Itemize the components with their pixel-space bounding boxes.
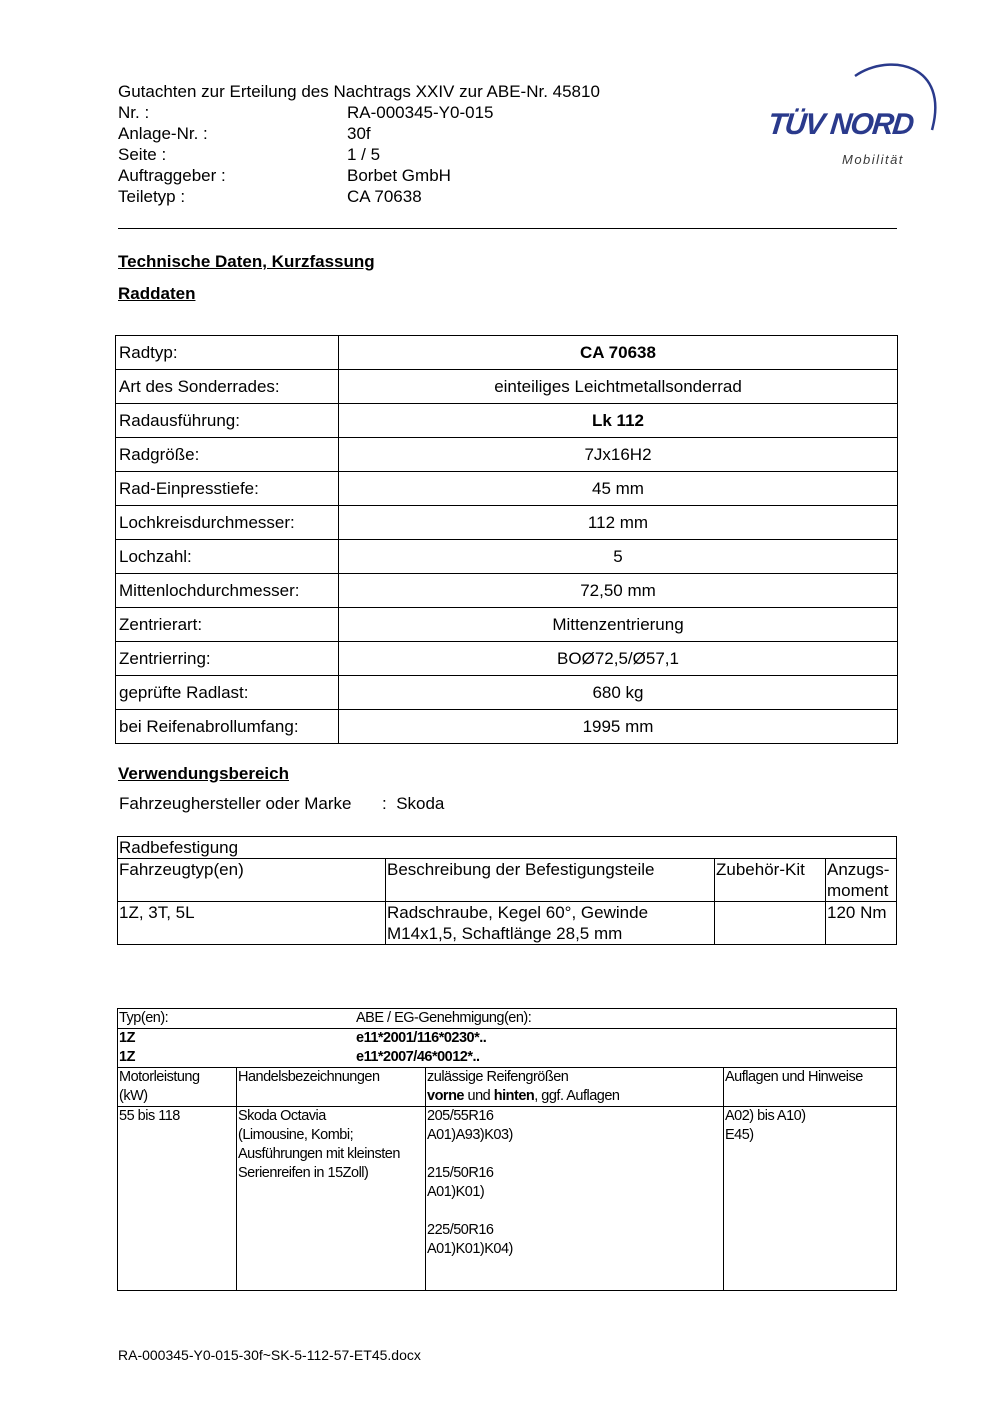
header-divider bbox=[118, 228, 897, 229]
raddaten-label: Mittenlochdurchmesser: bbox=[116, 574, 339, 608]
header-fahrzeugtyp: Fahrzeugtyp(en) bbox=[118, 859, 386, 902]
raddaten-row bbox=[116, 472, 898, 506]
footer-filename: RA-000345-Y0-015-30f~SK-5-112-57-ET45.docx bbox=[118, 1347, 421, 1363]
raddaten-value: 45 mm bbox=[339, 472, 898, 506]
header-row-nr: Nr. : RA-000345-Y0-015 bbox=[118, 103, 494, 122]
raddaten-row bbox=[116, 676, 898, 710]
cell-auflagen: A02) bis A10) E45) bbox=[724, 1107, 897, 1291]
typ-label: Typ(en): bbox=[119, 1010, 169, 1026]
raddaten-value: einteiliges Leichtmetallsonderrad bbox=[339, 370, 898, 404]
table-row bbox=[118, 859, 897, 902]
radbefestigung-table bbox=[117, 836, 897, 945]
raddaten-label: bei Reifenabrollumfang: bbox=[116, 710, 339, 744]
raddaten-row bbox=[116, 370, 898, 404]
table-row bbox=[118, 1029, 897, 1068]
header-auflagen: Auflagen und Hinweise bbox=[724, 1068, 897, 1107]
raddaten-table bbox=[115, 335, 898, 744]
radbefestigung-title: Radbefestigung bbox=[118, 837, 897, 859]
raddaten-value: CA 70638 bbox=[339, 336, 898, 370]
raddaten-row bbox=[116, 642, 898, 676]
raddaten-value: Mittenzentrierung bbox=[339, 608, 898, 642]
raddaten-label: Zentrierring: bbox=[116, 642, 339, 676]
cell-fahrzeugtyp: 1Z, 3T, 5L bbox=[118, 902, 386, 945]
header-row-anlage: Anlage-Nr. : 30f bbox=[118, 124, 371, 143]
raddaten-row bbox=[116, 404, 898, 438]
cell-zubehoer-kit bbox=[715, 902, 826, 945]
raddaten-value: 72,50 mm bbox=[339, 574, 898, 608]
raddaten-label: Rad-Einpresstiefe: bbox=[116, 472, 339, 506]
cell-beschreibung: Radschraube, Kegel 60°, Gewinde M14x1,5, Schaftlänge 28,5 mm bbox=[386, 902, 715, 945]
abe-table bbox=[117, 1008, 897, 1291]
tyre-size: 205/55R16 bbox=[427, 1108, 494, 1124]
raddaten-row bbox=[116, 540, 898, 574]
raddaten-label: Radausführung: bbox=[116, 404, 339, 438]
header-beschreibung: Beschreibung der Befestigungsteile bbox=[386, 859, 715, 902]
raddaten-value: 680 kg bbox=[339, 676, 898, 710]
raddaten-label: Lochkreisdurchmesser: bbox=[116, 506, 339, 540]
cell-anzugsmoment: 120 Nm bbox=[826, 902, 897, 945]
raddaten-row bbox=[116, 506, 898, 540]
header-zubehoer-kit: Zubehör-Kit bbox=[715, 859, 826, 902]
raddaten-value: 5 bbox=[339, 540, 898, 574]
document-header bbox=[118, 81, 600, 207]
fahrzeughersteller-line: Fahrzeughersteller oder Marke : Skoda bbox=[119, 794, 445, 813]
logo-wordmark: TÜV NORD bbox=[766, 108, 915, 141]
raddaten-row bbox=[116, 710, 898, 744]
table-row bbox=[118, 1068, 897, 1107]
fahrzeughersteller-value: Skoda bbox=[396, 794, 445, 813]
section-verwendungsbereich: Verwendungsbereich bbox=[118, 764, 289, 783]
document-title: Gutachten zur Erteilung des Nachtrags XXIV zur ABE-Nr. 45810 bbox=[118, 82, 600, 101]
header-handelsbezeichnungen: Handelsbezeichnungen bbox=[237, 1068, 426, 1107]
raddaten-row bbox=[116, 336, 898, 370]
table-row bbox=[118, 902, 897, 945]
header-motorleistung: Motorleistung (kW) bbox=[118, 1068, 237, 1107]
header-row-seite: Seite : 1 / 5 bbox=[118, 145, 381, 164]
raddaten-label: Art des Sonderrades: bbox=[116, 370, 339, 404]
raddaten-value: BOØ72,5/Ø57,1 bbox=[339, 642, 898, 676]
raddaten-label: Zentrierart: bbox=[116, 608, 339, 642]
header-reifengroessen: zulässige Reifengrößen vorne und hinten, ggf. Auflagen bbox=[426, 1068, 724, 1107]
raddaten-label: geprüfte Radlast: bbox=[116, 676, 339, 710]
tyre-size: 225/50R16 bbox=[427, 1222, 494, 1238]
raddaten-value: 112 mm bbox=[339, 506, 898, 540]
raddaten-row bbox=[116, 438, 898, 472]
tuv-nord-logo bbox=[760, 58, 940, 170]
raddaten-value: Lk 112 bbox=[339, 404, 898, 438]
section-raddaten: Raddaten bbox=[118, 284, 196, 303]
table-row bbox=[118, 1107, 897, 1291]
header-row-auftraggeber: Auftraggeber : Borbet GmbH bbox=[118, 166, 451, 185]
header-row-teiletyp: Teiletyp : CA 70638 bbox=[118, 187, 422, 206]
abe-types: 1Z e11*2001/116*0230*.. 1Z e11*2007/46*0012*.. bbox=[118, 1029, 897, 1068]
tyre-notes: A01)K01) bbox=[427, 1184, 485, 1200]
cell-motorleistung: 55 bis 118 bbox=[118, 1107, 237, 1291]
logo-subtitle: Mobilität bbox=[842, 152, 904, 167]
raddaten-label: Radgröße: bbox=[116, 438, 339, 472]
cell-reifengroessen bbox=[426, 1107, 724, 1291]
section-technische-daten: Technische Daten, Kurzfassung bbox=[118, 252, 375, 271]
table-row bbox=[118, 837, 897, 859]
raddaten-value: 7Jx16H2 bbox=[339, 438, 898, 472]
raddaten-label: Radtyp: bbox=[116, 336, 339, 370]
raddaten-row bbox=[116, 608, 898, 642]
fahrzeughersteller-label: Fahrzeughersteller oder Marke bbox=[119, 794, 352, 813]
tyre-size: 215/50R16 bbox=[427, 1165, 494, 1181]
cell-handelsbezeichnungen: Skoda Octavia (Limousine, Kombi; Ausführungen mit kleinsten Serienreifen in 15Zoll) bbox=[237, 1107, 426, 1291]
tyre-notes: A01)K01)K04) bbox=[427, 1241, 513, 1257]
table-row bbox=[118, 1009, 897, 1029]
abe-label: ABE / EG-Genehmigung(en): bbox=[356, 1010, 532, 1026]
tyre-notes: A01)A93)K03) bbox=[427, 1127, 513, 1143]
raddaten-value: 1995 mm bbox=[339, 710, 898, 744]
raddaten-row bbox=[116, 574, 898, 608]
abe-header-row bbox=[118, 1009, 897, 1029]
header-anzugsmoment: Anzugs- moment bbox=[826, 859, 897, 902]
raddaten-label: Lochzahl: bbox=[116, 540, 339, 574]
